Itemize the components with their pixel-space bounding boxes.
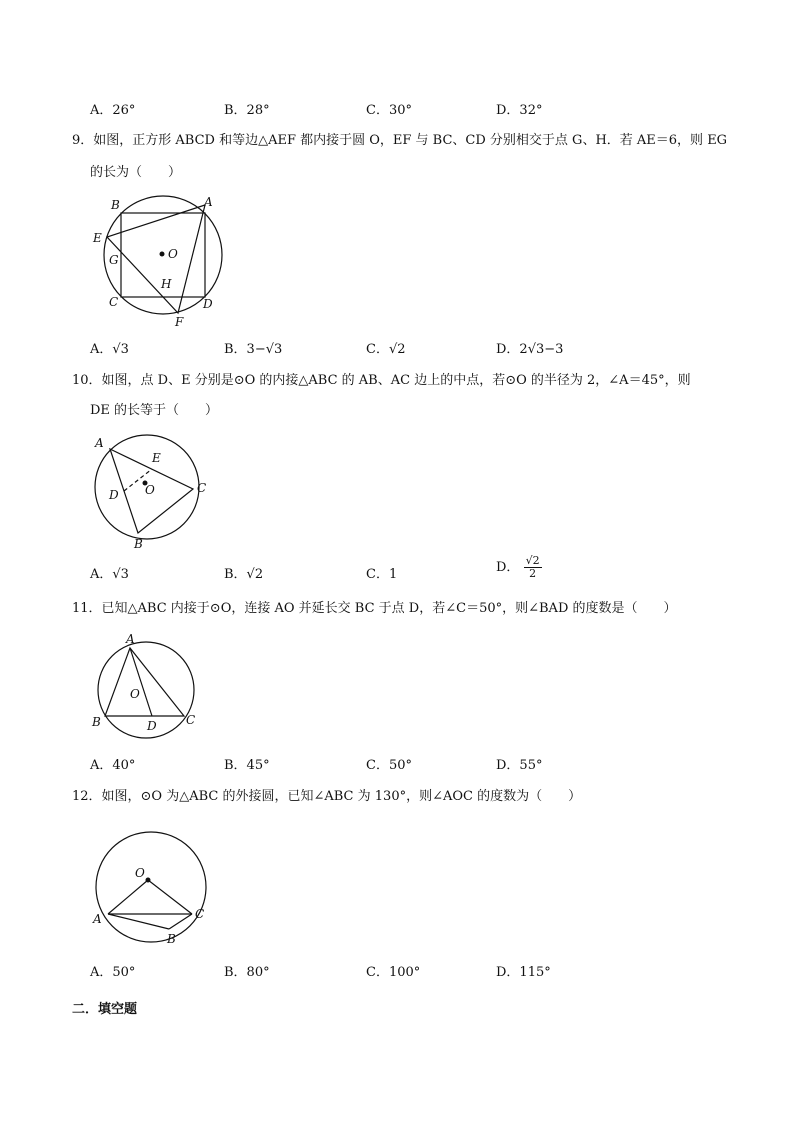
q9-label-e: E — [93, 231, 102, 245]
q10-label-b: B — [134, 537, 143, 551]
q10-choice-a: A．√3 — [90, 567, 129, 582]
q11-choice-d: D．55° — [496, 758, 543, 773]
q12-segment-ab — [108, 914, 169, 929]
q11-circle — [98, 642, 194, 738]
q9-label-f: F — [175, 315, 184, 329]
q9-choice-a: A．√3 — [90, 342, 129, 357]
q10-choice-c: C．1 — [366, 567, 398, 582]
q11-label-c: C — [186, 713, 196, 727]
q10-label-a: A — [95, 436, 104, 450]
q11-label-d: D — [147, 719, 157, 733]
q10-label-o: O — [145, 483, 155, 497]
q11-label-a: A — [126, 632, 135, 646]
q9-label-h: H — [161, 277, 172, 291]
q11-label-o: O — [130, 687, 140, 701]
q12-choice-b: B．80° — [224, 965, 270, 980]
q9-label-b: B — [111, 198, 120, 212]
q9-choice-c: C．√2 — [366, 342, 406, 357]
q8-choice-b: B．28° — [224, 103, 270, 118]
q10-choice-b: B．√2 — [224, 567, 264, 582]
q11-stem-line1: 11．已知△ABC 内接于⊙O，连接 AO 并延长交 BC 于点 D，若∠C＝50°，则∠BAD 的度数是（ ） — [72, 601, 677, 616]
q9-choice-d: D．2√3−3 — [496, 342, 564, 357]
q9-label-g: G — [109, 253, 119, 267]
q12-label-c: C — [195, 907, 205, 921]
q10-stem-line1: 10．如图，点 D、E 分别是⊙O 的内接△ABC 的 AB、AC 边上的中点，若⊙O 的半径为 2，∠A＝45°，则 — [72, 373, 691, 388]
q11-choice-b: B．45° — [224, 758, 270, 773]
q9-center-dot — [160, 252, 165, 257]
q9-label-o: O — [168, 247, 178, 261]
q9-label-a: A — [204, 195, 213, 209]
q8-choice-c: C．30° — [366, 103, 412, 118]
q12-center-dot — [146, 878, 151, 883]
q10-label-c: C — [197, 481, 207, 495]
q9-choice-b: B．3−√3 — [224, 342, 283, 357]
q10-choice-d-denominator: 2 — [529, 567, 537, 580]
q10-choice-d-numerator: √2 — [525, 554, 540, 567]
q12-label-o: O — [135, 866, 145, 880]
q12-segment-oa — [108, 880, 148, 914]
q10-choice-d-fraction — [524, 555, 542, 580]
q9-figure — [85, 190, 235, 335]
q12-stem-line1: 12．如图，⊙O 为△ABC 的外接圆，已知∠ABC 为 130°，则∠AOC 的度数为（ ） — [72, 789, 582, 804]
q10-label-d: D — [109, 488, 119, 502]
q11-label-b: B — [92, 715, 101, 729]
q12-figure — [85, 825, 220, 950]
q12-label-a: A — [93, 912, 102, 926]
q10-label-e: E — [152, 451, 161, 465]
q9-label-c: C — [109, 295, 119, 309]
q11-figure — [88, 628, 208, 740]
section-2-title: 二．填空题 — [72, 1002, 138, 1017]
q11-segment-ad — [130, 648, 152, 716]
q8-choice-a: A．26° — [90, 103, 136, 118]
q10-choice-d — [496, 555, 542, 580]
q12-choice-c: C．100° — [366, 965, 421, 980]
q10-figure — [85, 428, 220, 553]
q9-stem-line2: 的长为（ ） — [90, 165, 182, 180]
q12-segment-oc — [148, 880, 192, 914]
q11-triangle — [105, 648, 184, 716]
q10-choice-d-prefix: D． — [496, 560, 520, 575]
q9-label-d: D — [203, 297, 213, 311]
q8-choice-d: D．32° — [496, 103, 543, 118]
q12-choice-a: A．50° — [90, 965, 136, 980]
q11-choice-c: C．50° — [366, 758, 412, 773]
q12-choice-d: D．115° — [496, 965, 551, 980]
q12-circle — [96, 832, 206, 942]
q9-stem-line1: 9．如图，正方形 ABCD 和等边△AEF 都内接于圆 O，EF 与 BC、CD 分别相交于点 G、H．若 AE＝6，则 EG — [72, 133, 728, 148]
q10-stem-line2: DE 的长等于（ ） — [90, 403, 219, 418]
q12-label-b: B — [167, 932, 176, 946]
q11-choice-a: A．40° — [90, 758, 136, 773]
